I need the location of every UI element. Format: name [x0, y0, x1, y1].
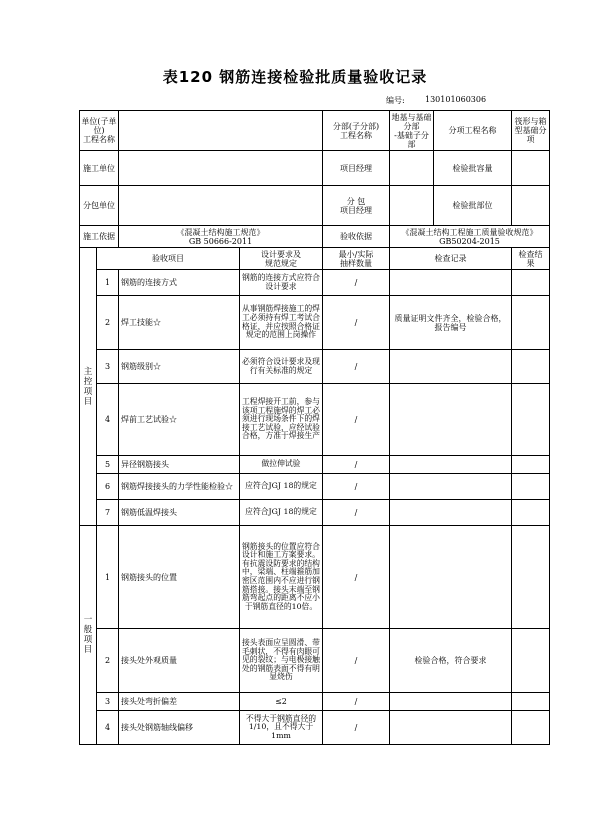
item-result[interactable] [512, 270, 550, 296]
batch-location-value[interactable] [512, 186, 550, 226]
item-result[interactable] [512, 384, 550, 456]
item-sample: / [323, 629, 390, 693]
code-label: 编号: [386, 96, 405, 105]
part-name-value[interactable]: 地基与基础分部 -基础子分部 [391, 112, 432, 149]
item-result[interactable] [512, 456, 550, 474]
item-no: 5 [97, 456, 119, 474]
item-name: 钢筋的连接方式 [119, 270, 240, 296]
item-result[interactable] [512, 350, 550, 384]
item-requirement: 做拉伸试验 [240, 456, 323, 474]
item-requirement: 钢筋的连接方式应符合设计要求 [240, 270, 323, 296]
main-control-group-label: 主 控 项 目 [80, 248, 97, 526]
table-row [80, 711, 550, 745]
table-row [80, 270, 550, 296]
project-manager-label: 项目经理 [323, 151, 390, 186]
item-record[interactable] [390, 456, 512, 474]
item-result[interactable] [512, 711, 550, 745]
code-value: 130101060306 [425, 95, 487, 104]
item-name: 钢筋焊接接头的力学性能检验☆ [119, 474, 240, 500]
col-result-header: 检查结 果 [512, 248, 550, 270]
col-record-header: 检查记录 [390, 248, 512, 270]
batch-capacity-value[interactable] [512, 151, 550, 186]
batch-capacity-label: 检验批容量 [434, 151, 512, 186]
item-no: 6 [97, 474, 119, 500]
table-row [80, 384, 550, 456]
acceptance-basis-value: 《混凝土结构工程施工质量验收规范》GB50204-2015 [390, 226, 550, 248]
item-name: 接头处弯折偏差 [119, 693, 240, 711]
item-sample: / [323, 474, 390, 500]
item-requirement: 不得大于钢筋直径的1/10，且不得大于1mm [240, 711, 323, 745]
item-no: 1 [97, 270, 119, 296]
batch-location-label: 检验批部位 [434, 186, 512, 226]
item-name: 钢筋级别☆ [119, 350, 240, 384]
table-row [80, 474, 550, 500]
col-item-header: 验收项目 [97, 248, 240, 270]
page-title: 表120 钢筋连接检验批质量验收记录 [162, 68, 428, 86]
item-record[interactable] [390, 500, 512, 526]
item-sample: / [323, 500, 390, 526]
item-sample: / [323, 384, 390, 456]
item-name: 焊前工艺试验☆ [119, 384, 240, 456]
col-sample-header: 最小/实际 抽样数量 [323, 248, 390, 270]
item-record[interactable] [390, 711, 512, 745]
subcontract-manager-value[interactable] [390, 186, 434, 226]
col-design-header: 设计要求及 规范规定 [240, 248, 323, 270]
item-requirement: 必须符合设计要求及现行有关标准的规定 [240, 350, 323, 384]
subitem-name-label: 分项工程名称 [434, 111, 512, 151]
item-no: 7 [97, 500, 119, 526]
table-row [80, 693, 550, 711]
item-sample: / [323, 270, 390, 296]
item-record[interactable] [390, 526, 512, 629]
item-no: 1 [97, 526, 119, 629]
general-group-label: 一 般 项 目 [80, 526, 97, 745]
unit-name-value[interactable] [119, 111, 323, 151]
unit-name-label: 单位(子单位) 工程名称 [80, 111, 119, 151]
item-record[interactable] [390, 693, 512, 711]
item-result[interactable] [512, 296, 550, 350]
subcontract-unit-label: 分包单位 [80, 186, 119, 226]
item-result[interactable] [512, 629, 550, 693]
item-result[interactable] [512, 526, 550, 629]
item-no: 3 [97, 350, 119, 384]
item-no: 4 [97, 384, 119, 456]
item-record[interactable] [390, 270, 512, 296]
subcontract-manager-label: 分 包 项目经理 [323, 186, 390, 226]
item-sample: / [323, 711, 390, 745]
item-no: 3 [97, 693, 119, 711]
part-name-label: 分部(子分部) 工程名称 [323, 111, 390, 151]
table-row [80, 629, 550, 693]
item-sample: / [323, 693, 390, 711]
item-result[interactable] [512, 474, 550, 500]
item-record[interactable] [390, 474, 512, 500]
item-name: 钢筋接头的位置 [119, 526, 240, 629]
construction-unit-label: 施工单位 [80, 151, 119, 186]
main-record[interactable]: 质量证明文件齐全，检验合格，报告编号 [390, 296, 512, 350]
item-result[interactable] [512, 500, 550, 526]
item-record[interactable] [390, 384, 512, 456]
item-sample: / [323, 350, 390, 384]
item-requirement: 钢筋接头的位置应符合设计和施工方案要求。有抗震设防要求的结构中，梁端、柱端箍筋加密区范围内不应进行钢筋搭接。接头末端至钢筋弯起点的距离不应小于钢筋直径的10倍。 [240, 526, 323, 629]
acceptance-record-table [79, 110, 550, 745]
item-requirement: ≤2 [240, 693, 323, 711]
item-requirement: 应符合JGJ 18的规定 [240, 474, 323, 500]
acceptance-basis-label: 验收依据 [323, 226, 390, 248]
item-no: 2 [97, 629, 119, 693]
item-record[interactable] [390, 350, 512, 384]
item-name: 焊工技能☆ [119, 296, 240, 350]
item-no: 2 [97, 296, 119, 350]
item-requirement: 应符合JGJ 18的规定 [240, 500, 323, 526]
item-name: 钢筋低温焊接头 [119, 500, 240, 526]
item-sample: / [323, 526, 390, 629]
item-no: 4 [97, 711, 119, 745]
table-row [80, 526, 550, 629]
table-row [80, 456, 550, 474]
item-requirement: 工程焊接开工前，参与该项工程施焊的焊工必须进行现场条件下的焊接工艺试验，应经试验合格，方准于焊接生产 [240, 384, 323, 456]
project-manager-value[interactable] [390, 151, 434, 186]
construction-unit-value[interactable] [119, 151, 323, 186]
general-record[interactable]: 检验合格，符合要求 [390, 629, 512, 693]
table-row [80, 350, 550, 384]
basis-value: 《混凝土结构施工规范》 GB 50666-2011 [119, 226, 323, 248]
item-result[interactable] [512, 693, 550, 711]
item-requirement: 从事钢筋焊接施工的焊工必须持有焊工考试合格证，并应按照合格证规定的范围上岗操作 [240, 296, 323, 350]
subcontract-unit-value[interactable] [119, 186, 323, 226]
table-row [80, 500, 550, 526]
table-row [80, 296, 550, 350]
item-name: 接头处钢筋轴线偏移 [119, 711, 240, 745]
basis-label: 施工依据 [80, 226, 119, 248]
item-name: 接头处外观质量 [119, 629, 240, 693]
item-name: 异径钢筋接头 [119, 456, 240, 474]
item-requirement: 接头表面应呈圆滑、带毛刺状，不得有肉眼可见的裂纹；与电极接触处的钢筋表面不得有明显烧伤 [240, 629, 323, 693]
item-sample: / [323, 456, 390, 474]
item-sample: / [323, 296, 390, 350]
subitem-name-value[interactable]: 筏形与箱型基础分项 [512, 111, 550, 151]
